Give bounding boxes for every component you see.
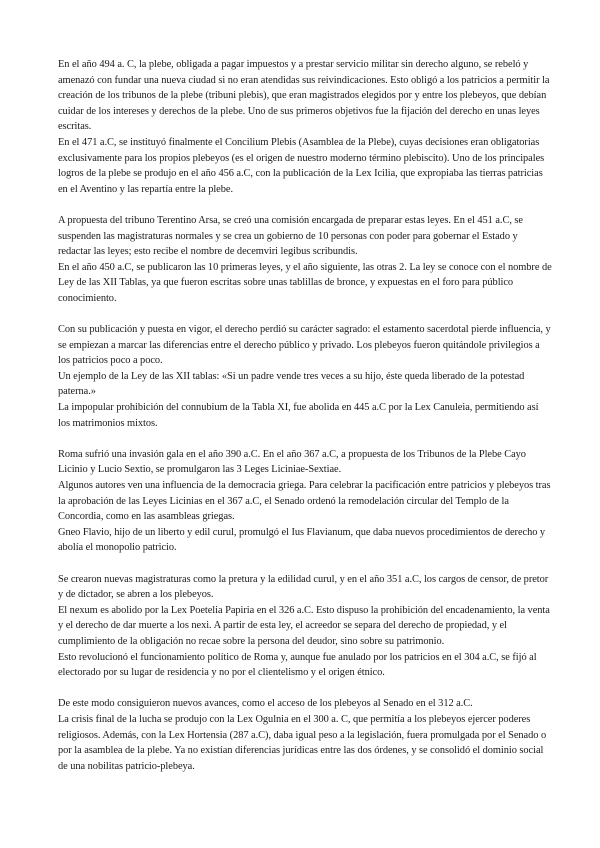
paragraph: De este modo consiguieron nuevos avances, como el acceso de los plebeyos al Senado en el 312 a.C. (58, 698, 473, 710)
paragraph: La impopular prohibición del connubium de la Tabla XI, fue abolida en 445 a.C por la Lex Canuleia, permitiendo así los matrimonios mixtos. (58, 402, 539, 429)
section-new-magistracies (58, 572, 552, 681)
paragraph: En el año 494 a. C, la plebe, obligada a pagar impuestos y a prestar servicio militar sin derecho alguno, se rebeló y amenazó con fundar una nueva ciudad si no eran atendidas sus reivindicaciones. Esto obligó a los patricios a permitir la creación de los tribunos de la plebe (tribuni plebis), que eran magistrados elegidos por y entre los plebeyos, que debían cuidar de los intereses y derechos de la plebe. Uno de sus primeros objetivos fue la fijación del derecho en unas leyes escritas. (58, 59, 550, 133)
paragraph: Roma sufrió una invasión gala en el año 390 a.C. En el año 367 a.C, a propuesta de los Tribunos de la Plebe Cayo Licinio y Lucio Sextio, se promulgaron las 3 Leges Liciniae-Sextiae. (58, 448, 526, 476)
paragraph: Un ejemplo de la Ley de las XII tablas: «Si un padre vende tres veces a su hijo, éste queda liberado de la potestad paterna.» (58, 370, 525, 398)
paragraph: En el 471 a.C, se instituyó finalmente el Concilium Plebis (Asamblea de la Plebe), cuyas decisiones eran obligatorias exclusivamente para los propios plebeyos (es el origen de nuestro moderno término plebiscito). Uno de los principales logros de la plebe se produjo en el año 456 a.C, con la publicación de la Lex Icilia, que expropiaba las tierras patricias en el Aventino y las repartía entre la plebe. (58, 136, 545, 195)
paragraph: Algunos autores ven una influencia de la democracia griega. Para celebrar la pacificación entre patricios y plebeyos tras la aprobación de las Leyes Licinias en el 367 a.C, el Senado ordenó la remodelación circular del Templo de la Concordia, como en las asambleas griegas. (58, 480, 551, 523)
section-final-advances (58, 696, 552, 774)
paragraph: Esto revolucionó el funcionamiento político de Roma y, aunque fue anulado por los patricios en el 304 a.C, se fijó al electorado por su lugar de residencia y no por el clientelismo y el origen étnico. (58, 651, 537, 679)
paragraph: Gneo Flavio, hijo de un liberto y edil curul, promulgó el Ius Flavianum, que daba nuevos procedimientos de derecho y abolía el monopolio patricio. (58, 526, 546, 554)
paragraph: Se crearon nuevas magistraturas como la pretura y la edilidad curul, y en el año 351 a.C, los cargos de censor, de pretor y de dictador, se abren a los plebeyos. (58, 573, 549, 601)
section-law-publication (58, 322, 552, 431)
section-gallic-invasion (58, 447, 552, 556)
paragraph: La crisis final de la lucha se produjo con la Lex Ogulnia en el 300 a. C, que permitía a los plebeyos ejercer poderes religiosos. Además, con la Lex Hortensia (287 a.C), daba igual peso a la legislación, fuera promulgada por el Senado o por la asamblea de la plebe. Ya no existían diferencias jurídicas entre las dos órdenes, y se consolidó el dominio social de una nobilitas patricio-plebeya. (58, 713, 547, 772)
section-plebeian-revolt (58, 57, 552, 197)
paragraph: Con su publicación y puesta en vigor, el derecho perdió su carácter sagrado: el estamento sacerdotal pierde influencia, y se empiezan a marcar las diferencias entre el derecho público y privado. Los plebeyos fueron quitándole privilegios a los patricios poco a poco. (58, 324, 551, 367)
document-page (58, 57, 552, 790)
paragraph: A propuesta del tribuno Terentino Arsa, se creó una comisión encargada de preparar estas leyes. En el 451 a.C, se suspenden las magistraturas normales y se crea un gobierno de 10 personas con poder para gobernar el Estado y redactar las leyes; esto recibe el nombre de decemviri legibus scribundis. (58, 214, 523, 258)
paragraph: En el año 450 a.C, se publicaron las 10 primeras leyes, y el año siguiente, las otras 2. La ley se conoce con el nombre de Ley de las XII Tablas, ya que fueron escritas sobre unas tablillas de bronce, y expuestas en el foro para público conocimiento. (58, 261, 552, 304)
section-twelve-tables-commission (58, 213, 552, 307)
paragraph: El nexum es abolido por la Lex Poetelia Papiria en el 326 a.C. Esto dispuso la prohibición del encadenamiento, la venta y el derecho de dar muerte a los nexi. A partir de esta ley, el acreedor se separa del derecho de propiedad, y el cumplimiento de la obligación no recae sobre la persona del deudor, sino sobre su patrimonio. (58, 604, 550, 647)
